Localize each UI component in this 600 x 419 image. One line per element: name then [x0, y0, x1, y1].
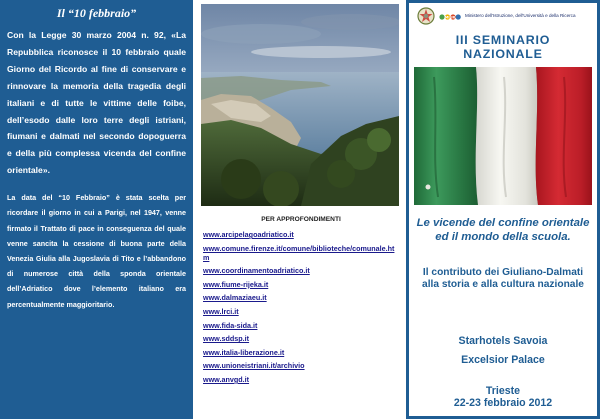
italian-emblem-icon	[417, 6, 435, 26]
seminar-title-line1: III SEMINARIO	[455, 33, 551, 47]
link-coordinamentoadriatico[interactable]: www.coordinamentoadriatico.it	[203, 266, 310, 276]
ministry-name: Ministero dell'Istruzione, dell'Università e della Ricerca	[465, 13, 576, 18]
ministry-header	[417, 6, 597, 28]
date-paragraph: La data del “10 Febbraio” è stata scelta per ricordare il giorno in cui a Parigi, nel 1947, venne firmato il Trattato di pace in conseguenza del quale venne sancita la cessione di buona parte della Venezia Giulia alla Jugoslavia di Tito e l’abbandono di numerose città della sponda orientale dell’Adriatico dove l’elemento italiano era percentualmente maggioritario.	[7, 193, 186, 309]
left-title: Il “10 febbraio”	[56, 6, 137, 20]
law-paragraph: Con la Legge 30 marzo 2004 n. 92, «La Repubblica riconosce il 10 febbraio quale Giorno del Ricordo al fine di conservare e rinnovare la memoria della tragedia degli italiani e di tutte le vittime delle foibe, dell’esodo dalle loro terre degli istriani, fiumani e dalmati nel secondo dopoguerra e della più complessa vicenda del confine orientale».	[7, 30, 186, 176]
subtitle-italic: Le vicende del confine orientale ed il mondo della scuola.	[416, 217, 590, 243]
link-lrci[interactable]: www.lrci.it	[203, 306, 239, 316]
seminar-title-line2: NAZIONALE	[463, 47, 543, 61]
left-panel	[0, 0, 193, 419]
link-anvgd[interactable]: www.anvgd.it	[203, 374, 250, 384]
link-dalmaziaeu[interactable]: www.dalmaziaeu.it	[203, 293, 267, 303]
coastline-photo	[201, 4, 399, 206]
link-unioneistriani[interactable]: www.unioneistriani.it/archivio	[203, 361, 305, 371]
links-heading: PER APPROFONDIMENTI	[261, 216, 341, 223]
city: Trieste	[485, 385, 521, 397]
italian-flag-image	[414, 67, 592, 205]
link-sddsp[interactable]: www.sddsp.it	[203, 334, 250, 344]
link-fida-sida[interactable]: www.fida-sida.it	[203, 320, 258, 330]
venue	[415, 332, 591, 370]
venue-line1: Starhotels Savoia	[458, 335, 548, 347]
link-comune-firenze[interactable]: www.comune.firenze.it/comune/biblioteche/comunale.htm	[203, 243, 395, 262]
venue-line2: Excelsior Palace	[461, 354, 545, 366]
miur-logo-text: MIUR	[444, 15, 456, 20]
miur-logo-icon	[439, 12, 461, 22]
link-arcipelagoadriatico[interactable]: www.arcipelagoadriatico.it	[203, 230, 294, 239]
event-dates: 22-23 febbraio 2012	[453, 397, 553, 409]
links-panel	[203, 216, 399, 416]
cover-panel	[406, 0, 600, 419]
link-fiume-rijeka[interactable]: www.fiume-rijeka.it	[203, 279, 269, 289]
link-list	[203, 230, 399, 384]
subtitle-contribution: Il contributo dei Giuliano-Dalmati alla storia e alla cultura nazionale	[422, 267, 584, 291]
link-italia-liberazione[interactable]: www.italia-liberazione.it	[203, 347, 285, 357]
seminar-title	[409, 33, 597, 61]
